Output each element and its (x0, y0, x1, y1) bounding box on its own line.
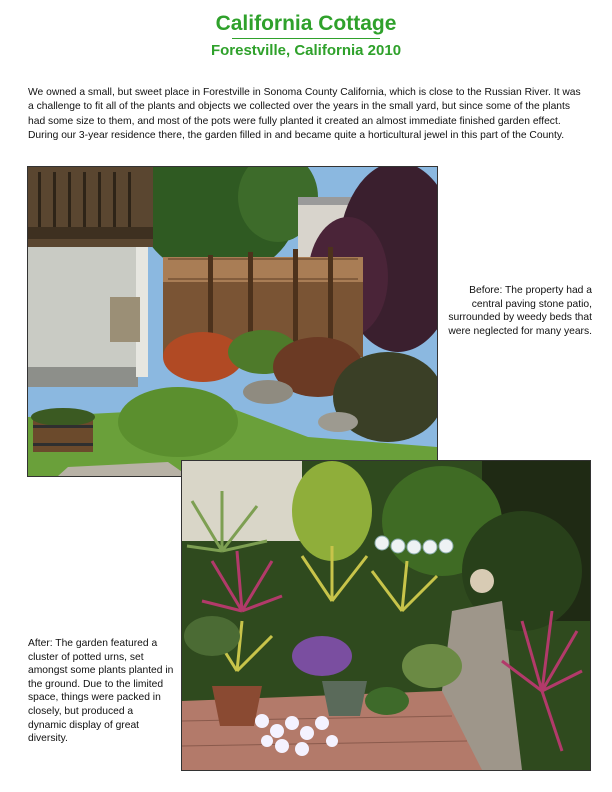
intro-paragraph: We owned a small, but sweet place in Forestville in Sonoma County California, which is close to the Russian River. It was a challenge to fit all of the plants and objects we collected over the years in the small yard, but since some of the plants had some size to them, and most of the pots were fully planted it created an almost immediate finished garden effect. During our 3-year residence there, the garden filled in and became quite a horticultural jewel in this part of the County. (28, 87, 581, 142)
before-photo (27, 166, 438, 477)
before-caption: Before: The property had a central paving stone patio, surrounded by weedy beds that were neglected for many years. (448, 285, 592, 337)
title-underline (232, 38, 380, 39)
after-garden-image (182, 461, 590, 770)
after-caption: After: The garden featured a cluster of potted urns, set amongst some plants planted in the ground. Due to the limited space, things were packed in closely, but produced a dynamic display of great diversity. (28, 638, 174, 745)
page-title: California Cottage (215, 12, 397, 35)
page-subtitle: Forestville, California 2010 (210, 42, 402, 59)
after-photo (181, 460, 591, 771)
before-garden-image (28, 167, 437, 476)
